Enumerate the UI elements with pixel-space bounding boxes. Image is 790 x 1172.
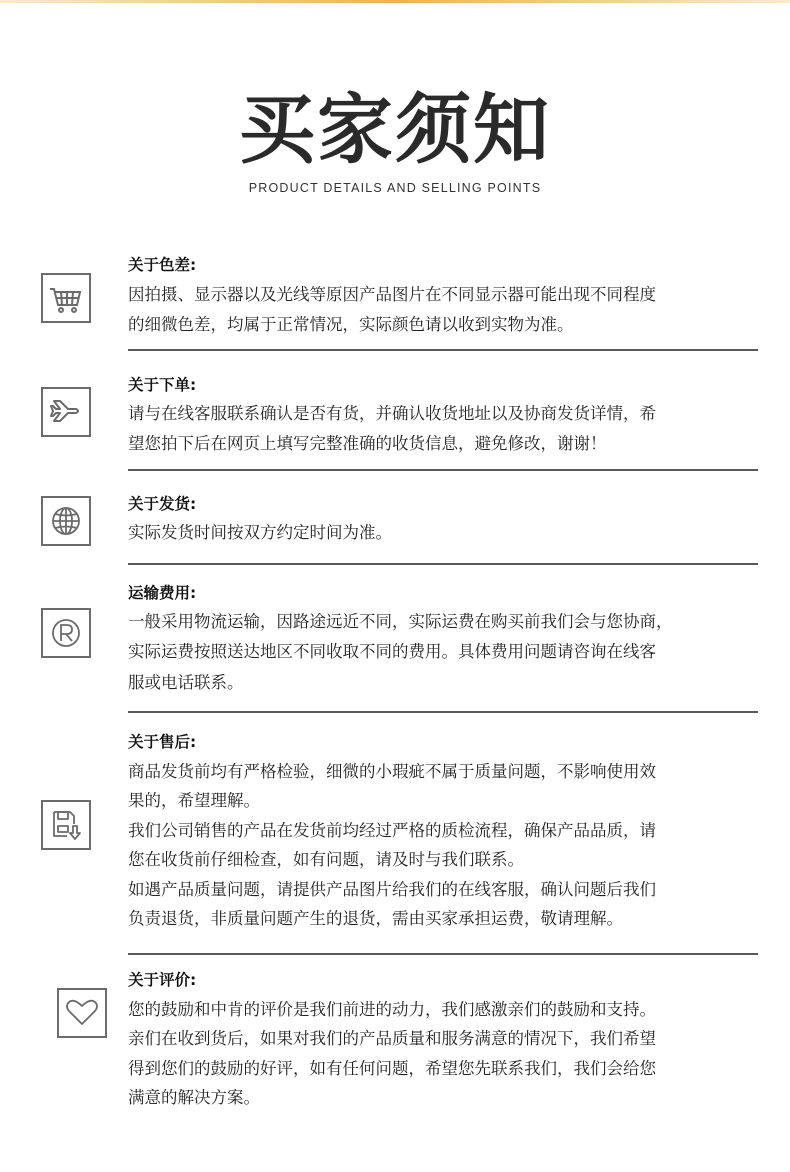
section-text-line: 得到您们的鼓励的好评，如有任何问题，希望您先联系我们，我们会给您 [128,1059,656,1078]
section-title: 运输费用: [128,584,197,602]
section-divider [128,563,758,565]
section-title: 关于售后: [128,733,197,751]
section-text-line: 商品发货前均有严格检验，细微的小瑕疵不属于质量问题，不影响使用效 [128,762,656,781]
section-title: 关于下单: [128,376,197,394]
section-divider [128,349,758,351]
section-text-line: 果的，希望理解。 [128,791,260,810]
section-text-line: 的细微色差，均属于正常情况，实际颜色请以收到实物为准。 [128,315,574,334]
save-download-icon [41,800,91,850]
section-text-line: 一般采用物流运输，因路途远近不同，实际运费在购买前我们会与您协商， [128,612,673,631]
section-title: 关于评价: [128,971,197,989]
heart-icon [57,988,107,1038]
section-text-line: 我们公司销售的产品在发货前均经过严格的质检流程，确保产品品质，请 [128,821,656,840]
section-text-line: 实际运费按照送达地区不同收取不同的费用。具体费用问题请咨询在线客 [128,642,656,661]
globe-icon [41,496,91,546]
section-text-line: 实际发货时间按双方约定时间为准。 [128,523,392,542]
section-text-line: 请与在线客服联系确认是否有货，并确认收货地址以及协商发货详情，希 [128,404,656,423]
section-text-line: 满意的解决方案。 [128,1088,260,1107]
section-text-line: 如遇产品质量问题，请提供产品图片给我们的在线客服，确认问题后我们 [128,880,656,899]
section-title: 关于色差: [128,256,197,274]
section-text-line: 望您拍下后在网页上填写完整准确的收货信息，避免修改，谢谢！ [128,434,607,453]
section-text-line: 亲们在收到货后，如果对我们的产品质量和服务满意的情况下，我们希望 [128,1029,656,1048]
page-subtitle: PRODUCT DETAILS AND SELLING POINTS [248,181,542,195]
section-divider [128,469,758,471]
shopping-cart-icon [41,273,91,323]
section-text-line: 您的鼓励和中肯的评价是我们前进的动力，我们感激亲们的鼓励和支持。 [128,1000,656,1019]
section-divider [128,711,758,713]
section-divider [128,953,758,955]
section-text-line: 服或电话联系。 [128,673,244,692]
section-text-line: 您在收货前仔细检查，如有问题，请及时与我们联系。 [128,850,524,869]
section-text-line: 因拍摄、显示器以及光线等原因产品图片在不同显示器可能出现不同程度 [128,285,656,304]
registered-icon [41,608,91,658]
section-title: 关于发货: [128,495,197,513]
section-text-line: 负责退货，非质量问题产生的退货，需由买家承担运费，敬请理解。 [128,909,623,928]
airplane-icon [41,387,91,437]
top-accent-bar [0,0,790,3]
page-title: 买家须知 [239,85,551,174]
